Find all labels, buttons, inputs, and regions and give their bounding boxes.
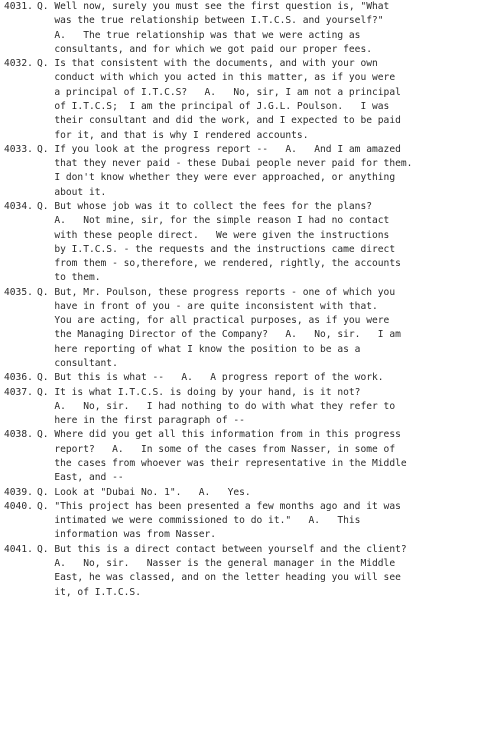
question-number: 4041.	[4, 543, 33, 555]
question-number: 4036.	[4, 372, 33, 384]
question-number: 4037.	[4, 386, 33, 398]
transcript-line: Q. If you look at the progress report -- A. And I am amazed	[37, 143, 401, 155]
transcript-line: conduct with which you acted in this matter, as if you were	[37, 72, 396, 84]
transcript-line: by I.T.C.S. - the requests and the instructions came direct	[37, 243, 396, 255]
question-number: 4034.	[4, 200, 33, 212]
question-number: 4039.	[4, 486, 33, 498]
transcript-line: East, he was classed, and on the letter heading you will see	[37, 572, 401, 584]
transcript-line: Q. It is what I.T.C.S. is doing by your hand, is it not?	[37, 386, 361, 398]
transcript-line: Q. Where did you get all this information from in this progress	[37, 429, 401, 441]
transcript-entry	[0, 200, 495, 286]
transcript-entry	[0, 371, 495, 385]
transcript-line: here reporting of what I know the position to be as a	[37, 343, 361, 355]
transcript-entry	[0, 57, 495, 143]
transcript-line: A. No, sir. I had nothing to do with what they refer to	[37, 400, 396, 412]
question-number: 4031.	[4, 1, 33, 12]
transcript-line: intimated we were commissioned to do it." A. This	[37, 515, 361, 527]
transcript-entry	[0, 286, 495, 372]
question-number: 4038.	[4, 429, 33, 441]
transcript-line: the cases from whoever was their representative in the Middle	[37, 458, 407, 469]
transcript-line: Q. But this is a direct contact between yourself and the client?	[37, 543, 407, 555]
transcript-line: consultants, and for which we got paid our proper fees.	[37, 43, 373, 55]
transcript-line: here in the first paragraph of --	[37, 415, 245, 427]
transcript-entry	[0, 486, 495, 500]
transcript-line: a principal of I.T.C.S? A. No, sir, I am not a principal	[37, 86, 401, 98]
transcript-line: that they never paid - these Dubai people never paid for them.	[37, 158, 413, 170]
transcript-line: Q. "This project has been presented a few months ago and it was	[37, 500, 401, 512]
transcript-line: report? A. In some of the cases from Nasser, in some of	[37, 443, 396, 455]
transcript-line: about it.	[37, 186, 107, 198]
transcript-line: to them.	[37, 272, 101, 284]
transcript-line: A. Not mine, sir, for the simple reason I had no contact	[37, 215, 390, 227]
transcript-line: from them - so,therefore, we rendered, rightly, the accounts	[37, 258, 401, 270]
transcript-line: of I.T.C.S; I am the principal of J.G.L. Poulson. I was	[37, 100, 390, 112]
transcript-line: You are acting, for all practical purposes, as if you were	[37, 315, 390, 327]
transcript-line: for it, and that is why I rendered accounts.	[37, 129, 309, 141]
transcript-entry	[0, 543, 495, 600]
transcript-line: it, of I.T.C.S.	[37, 586, 141, 598]
transcript-line: A. No, sir. Nasser is the general manager in the Middle	[37, 557, 396, 569]
transcript-entry	[0, 428, 495, 485]
transcript-entry	[0, 500, 495, 543]
transcript-line: Q. Well now, surely you must see the first question is, "What	[37, 1, 390, 12]
transcript-line: Q. But, Mr. Poulson, these progress reports - one of which you	[37, 286, 396, 298]
transcript-line: have in front of you - are quite inconsistent with that.	[37, 300, 378, 312]
transcript-line: Q. But this is what -- A. A progress report of the work.	[37, 372, 384, 384]
transcript-line: information was from Nasser.	[37, 529, 217, 541]
question-number: 4032.	[4, 58, 33, 70]
question-number: 4033.	[4, 143, 33, 155]
transcript-entry	[0, 386, 495, 429]
question-number: 4035.	[4, 286, 33, 298]
transcript-line: was the true relationship between I.T.C.S. and yourself?"	[37, 15, 384, 27]
transcript-line: with these people direct. We were given the instructions	[37, 229, 390, 241]
transcript-line: Q. But whose job was it to collect the fees for the plans?	[37, 200, 373, 212]
question-number: 4040.	[4, 500, 33, 512]
transcript-entry	[0, 0, 495, 57]
transcript-line: A. The true relationship was that we were acting as	[37, 29, 361, 41]
transcript-line: I don't know whether they were ever approached, or anything	[37, 172, 396, 184]
transcript-line: Q. Is that consistent with the documents, and with your own	[37, 58, 378, 70]
transcript-entry	[0, 143, 495, 200]
transcript-line: their consultant and did the work, and I expected to be paid	[37, 115, 401, 127]
transcript-line: consultant.	[37, 358, 118, 370]
transcript-line: the Managing Director of the Company? A. No, sir. I am	[37, 329, 401, 341]
transcript-line: Q. Look at "Dubai No. 1". A. Yes.	[37, 486, 251, 498]
transcript-line: East, and --	[37, 472, 124, 484]
